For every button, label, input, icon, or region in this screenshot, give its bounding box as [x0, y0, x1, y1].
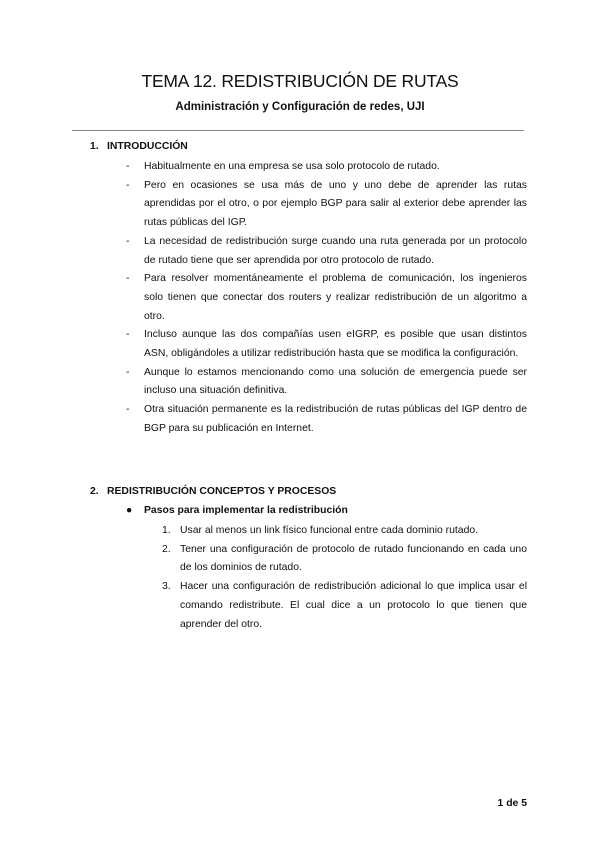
section-heading	[90, 139, 188, 155]
dash-marker: -	[126, 404, 130, 416]
subsection-title: Pasos para implementar la redistribución	[144, 505, 348, 516]
list-item: 3. Hacer una configuración de redistribución adicional lo que implica usar el comando redistribute. El cual dice a un protocolo lo que tienen que aprender del otro.	[162, 578, 527, 634]
page-subtitle: Administración y Configuración de redes, UJI	[175, 101, 425, 113]
title-divider	[72, 130, 524, 131]
bullet-dot-icon: ●	[126, 505, 133, 516]
list-item: - La necesidad de redistribución surge cuando una ruta generada por un protocolo de rutado tiene que ser aprendida por otro protocolo de rutado.	[126, 233, 527, 270]
list-item: - Para resolver momentáneamente el problema de comunicación, los ingenieros solo tienen que conectar dos routers y realizar redistribución de un algoritmo a otro.	[126, 270, 527, 326]
step-number: 1.	[162, 525, 171, 536]
dash-marker: -	[126, 179, 130, 191]
dash-marker: -	[126, 366, 130, 378]
list-item: 2. Tener una configuración de protocolo de rutado funcionando en cada uno de los dominios de rutado.	[162, 541, 527, 578]
section-heading	[90, 484, 336, 500]
section-number: 2.	[90, 486, 99, 497]
page-number: 1 de 5	[497, 798, 527, 809]
section-title: INTRODUCCIÓN	[107, 141, 188, 152]
list-item: - Otra situación permanente es la redistribución de rutas públicas del IGP dentro de BGP para su publicación en Internet.	[126, 401, 527, 438]
dash-marker: -	[126, 235, 130, 247]
dash-marker: -	[126, 273, 130, 285]
step-number: 3.	[162, 581, 171, 593]
list-item: - Habitualmente en una empresa se usa solo protocolo de rutado.	[126, 158, 527, 177]
list-item: 1. Usar al menos un link físico funcional entre cada dominio rutado.	[162, 522, 527, 541]
section-title: REDISTRIBUCIÓN CONCEPTOS Y PROCESOS	[107, 486, 337, 497]
page-title: TEMA 12. REDISTRIBUCIÓN DE RUTAS	[141, 71, 459, 91]
step-number: 2.	[162, 543, 171, 555]
section-number: 1.	[90, 141, 99, 152]
list-item: - Pero en ocasiones se usa más de uno y uno debe de aprender las rutas aprendidas por el otro, o por ejemplo BGP para salir al exterior debe aprender las rutas públicas del IGP.	[126, 177, 527, 233]
steps-list	[162, 522, 527, 634]
subsection-heading	[126, 503, 348, 519]
introduccion-list	[126, 158, 527, 439]
list-item: - Aunque lo estamos mencionando como una solución de emergencia puede ser incluso una situación definitiva.	[126, 364, 527, 401]
dash-marker: -	[126, 161, 130, 172]
dash-marker: -	[126, 329, 130, 341]
list-item: - Incluso aunque las dos compañías usen eIGRP, es posible que usan distintos ASN, obligándoles a utilizar redistribución hasta que se modifica la configuración.	[126, 326, 527, 363]
